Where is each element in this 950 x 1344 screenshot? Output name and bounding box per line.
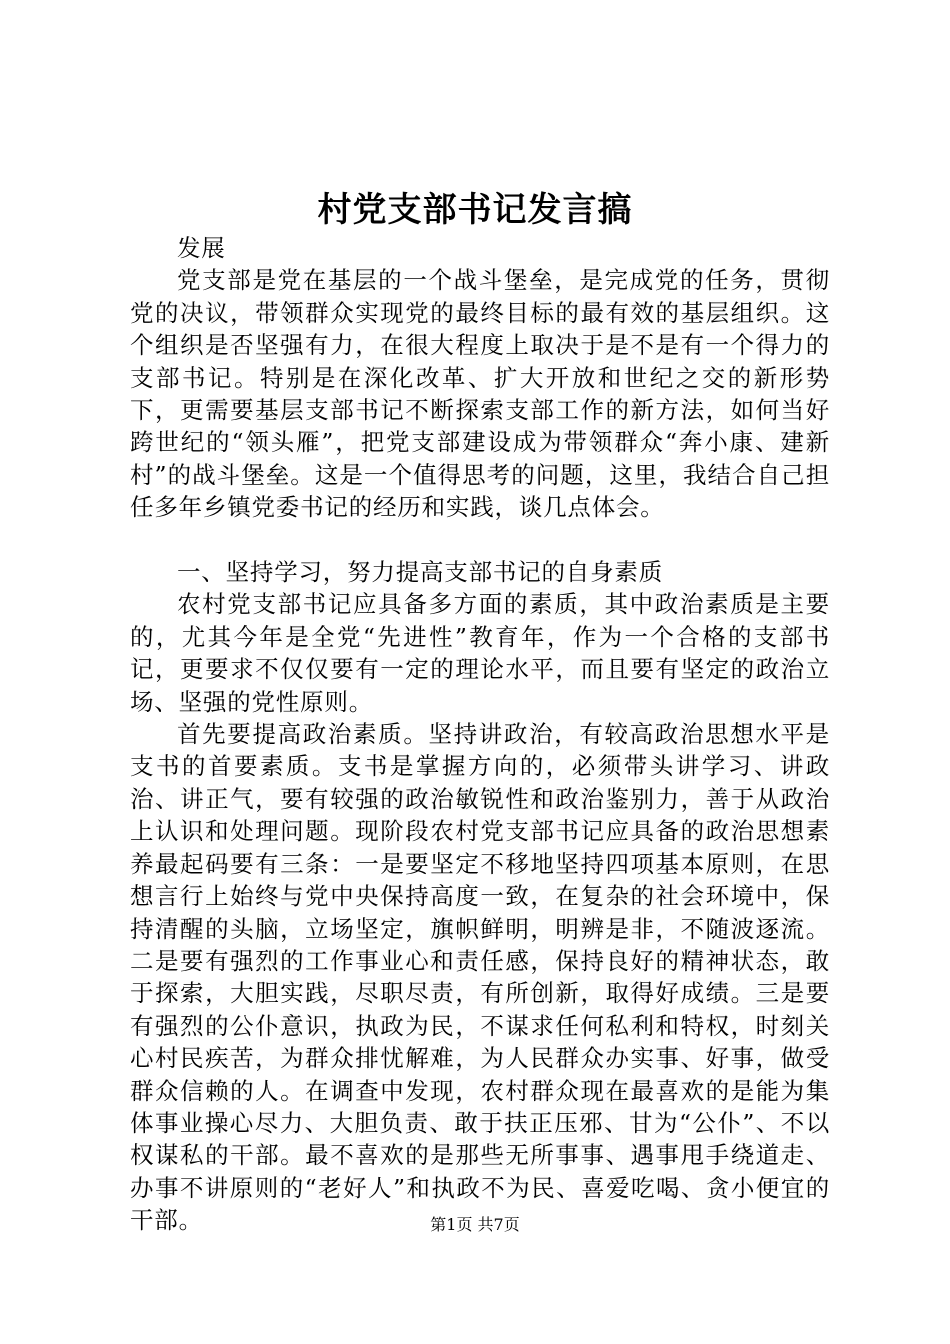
- document-body: [130, 232, 830, 1237]
- document-title: 村党支部书记发言搞: [317, 190, 633, 230]
- page-number-footer: 第1页 共7页: [430, 1215, 520, 1234]
- paragraph-intro: 党支部是党在基层的一个战斗堡垒，是完成党的任务，贯彻党的决议，带领群众实现党的最终目标的最有效的基层组织。这个组织是否坚强有力，在很大程度上取决于是不是有一个得力的支部书记。特别是在深化改革、扩大开放和世纪之交的新形势下，更需要基层支部书记不断探索支部工作的新方法，如何当好跨世纪的“领头雁”，把党支部建设成为带领群众“奔小康、建新村”的战斗堡垒。这是一个值得思考的问题，这里，我结合自己担任多年乡镇党委书记的经历和实践，谈几点体会。: [130, 266, 830, 522]
- paragraph-intro-heading: 发展: [177, 234, 226, 262]
- paragraph-political: 首先要提高政治素质。坚持讲政治，有较高政治思想水平是支书的首要素质。支书是掌握方向的，必须带头讲学习、讲政治、讲正气，要有较强的政治敏锐性和政治鉴别力，善于从政治上认识和处理问题。现阶段农村党支部书记应具备的政治思想素养最起码要有三条：一是要坚定不移地坚持四项基本原则，在思想言行上始终与党中央保持高度一致，在复杂的社会环境中，保持清醒的头脑，立场坚定，旗帜鲜明，明辨是非，不随波逐流。二是要有强烈的工作事业心和责任感，保持良好的精神状态，敢于探索，大胆实践，尽职尽责，有所创新，取得好成绩。三是要有强烈的公仆意识，执政为民，不谋求任何私利和特权，时刻关心村民疾苦，为群众排忧解难，为人民群众办实事、好事，做受群众信赖的人。在调查中发现，农村群众现在最喜欢的是能为集体事业操心尽力、大胆负责、敢于扶正压邪、甘为“公仆”、不以权谋私的干部。最不喜欢的是那些无所事事、遇事甩手绕道走、办事不讲原则的“老好人”和执政不为民、喜爱吃喝、贪小便宜的干部。: [130, 720, 830, 1235]
- paragraph-spacer: [130, 524, 830, 556]
- section-heading: 一、坚持学习，努力提高支部书记的自身素质: [177, 558, 663, 587]
- paragraph-qualities: 农村党支部书记应具备多方面的素质，其中政治素质是主要的，尤其今年是全党“先进性”教育年，作为一个合格的支部书记，更要求不仅仅要有一定的理论水平，而且要有坚定的政治立场、坚强的党性原则。: [130, 590, 830, 716]
